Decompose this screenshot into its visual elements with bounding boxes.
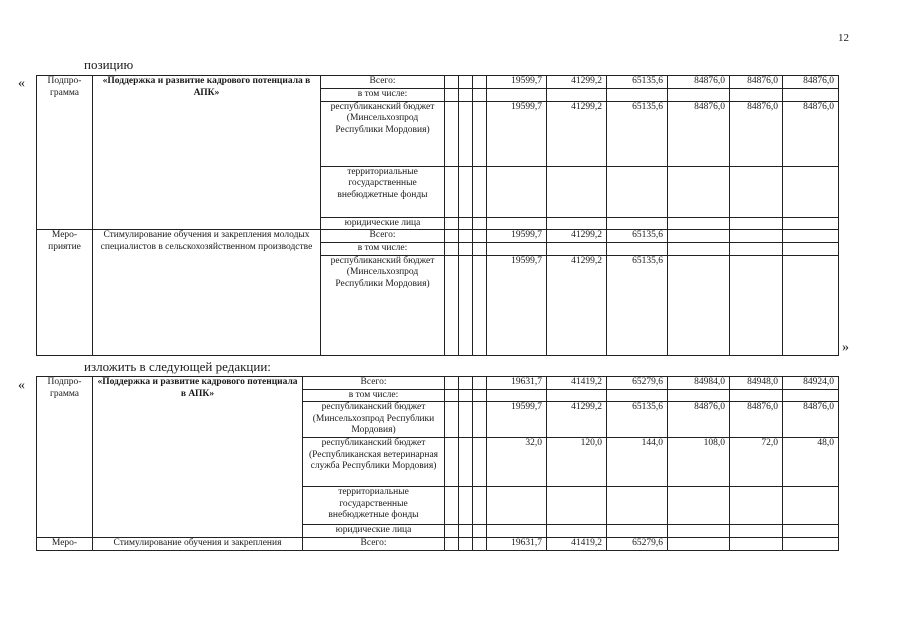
measure-type-cell: Меро- приятие xyxy=(37,230,93,356)
row-label: в том числе: xyxy=(321,89,445,102)
row-label: юридические лица xyxy=(321,217,445,230)
value-cell: 41299,2 xyxy=(547,255,607,355)
subprogram-type-cell: Подпро- грамма xyxy=(37,76,93,230)
value-cell: 84876,0 xyxy=(730,101,783,166)
value-cell: 84924,0 xyxy=(783,377,839,390)
table-new-version xyxy=(36,376,839,551)
value-cell: 19631,7 xyxy=(487,377,547,390)
value-cell: 65279,6 xyxy=(607,377,668,390)
row-label: Всего: xyxy=(303,537,445,550)
value-cell: 19599,7 xyxy=(487,76,547,89)
value-cell: 84948,0 xyxy=(730,377,783,390)
value-cell: 84876,0 xyxy=(783,101,839,166)
measure-name-cell: Стимулирование обучения и закрепления молодых специалистов в сельскохозяйственном производстве xyxy=(93,230,321,356)
closing-quote-mark: » xyxy=(842,340,849,355)
value-cell: 41299,2 xyxy=(547,76,607,89)
row-label: юридические лица xyxy=(303,525,445,538)
row-label: Всего: xyxy=(321,230,445,243)
value-cell: 84876,0 xyxy=(668,76,730,89)
value-cell: 144,0 xyxy=(607,438,668,487)
value-cell: 41299,2 xyxy=(547,402,607,438)
row-label: республиканский бюджет (Минсельхозпрод Республики Мордовия) xyxy=(321,101,445,166)
measure-name-cell: Стимулирование обучения и закрепления xyxy=(93,537,303,550)
row-label: республиканский бюджет (Минсельхозпрод Республики Мордовия) xyxy=(321,255,445,355)
opening-quote-mark: « xyxy=(18,378,25,393)
page-number: 12 xyxy=(838,32,849,44)
value-cell: 120,0 xyxy=(547,438,607,487)
value-cell: 19599,7 xyxy=(487,230,547,243)
value-cell: 41299,2 xyxy=(547,230,607,243)
row-label: территориальные государственные внебюджетные фонды xyxy=(303,487,445,525)
value-cell: 84876,0 xyxy=(668,402,730,438)
value-cell: 19631,7 xyxy=(487,537,547,550)
section-heading-position: позицию xyxy=(84,57,134,72)
row-label: в том числе: xyxy=(303,389,445,402)
value-cell: 65135,6 xyxy=(607,76,668,89)
value-cell: 41299,2 xyxy=(547,101,607,166)
row-label: Всего: xyxy=(321,76,445,89)
value-cell: 84876,0 xyxy=(668,101,730,166)
table-row xyxy=(37,76,839,89)
value-cell: 84876,0 xyxy=(783,402,839,438)
value-cell: 48,0 xyxy=(783,438,839,487)
table-row xyxy=(37,377,839,390)
value-cell: 65135,6 xyxy=(607,101,668,166)
value-cell: 108,0 xyxy=(668,438,730,487)
opening-quote-mark: « xyxy=(18,76,25,91)
value-cell: 32,0 xyxy=(487,438,547,487)
measure-type-cell: Меро- xyxy=(37,537,93,550)
value-cell: 84876,0 xyxy=(730,402,783,438)
value-cell: 65135,6 xyxy=(607,230,668,243)
value-cell: 65135,6 xyxy=(607,402,668,438)
value-cell: 65135,6 xyxy=(607,255,668,355)
subprogram-type-cell: Подпро- грамма xyxy=(37,377,93,538)
row-label: в том числе: xyxy=(321,243,445,256)
value-cell: 19599,7 xyxy=(487,402,547,438)
row-label: территориальные государственные внебюджетные фонды xyxy=(321,166,445,217)
subprogram-name-cell: «Поддержка и развитие кадрового потенциала в АПК» xyxy=(93,76,321,230)
table-row xyxy=(37,230,839,243)
row-label: республиканский бюджет (Минсельхозпрод Республики Мордовия) xyxy=(303,402,445,438)
value-cell: 72,0 xyxy=(730,438,783,487)
value-cell: 19599,7 xyxy=(487,101,547,166)
value-cell: 41419,2 xyxy=(547,377,607,390)
value-cell: 84876,0 xyxy=(730,76,783,89)
value-cell: 65279,6 xyxy=(607,537,668,550)
table-old-version xyxy=(36,75,839,356)
value-cell: 19599,7 xyxy=(487,255,547,355)
row-label: республиканский бюджет (Республиканская ветеринарная служба Республики Мордовия) xyxy=(303,438,445,487)
value-cell: 84984,0 xyxy=(668,377,730,390)
value-cell: 84876,0 xyxy=(783,76,839,89)
row-label: Всего: xyxy=(303,377,445,390)
section-heading-new-edition: изложить в следующей редакции: xyxy=(84,359,271,374)
table-row xyxy=(37,537,839,550)
value-cell: 41419,2 xyxy=(547,537,607,550)
subprogram-name-cell: «Поддержка и развитие кадрового потенциала в АПК» xyxy=(93,377,303,538)
